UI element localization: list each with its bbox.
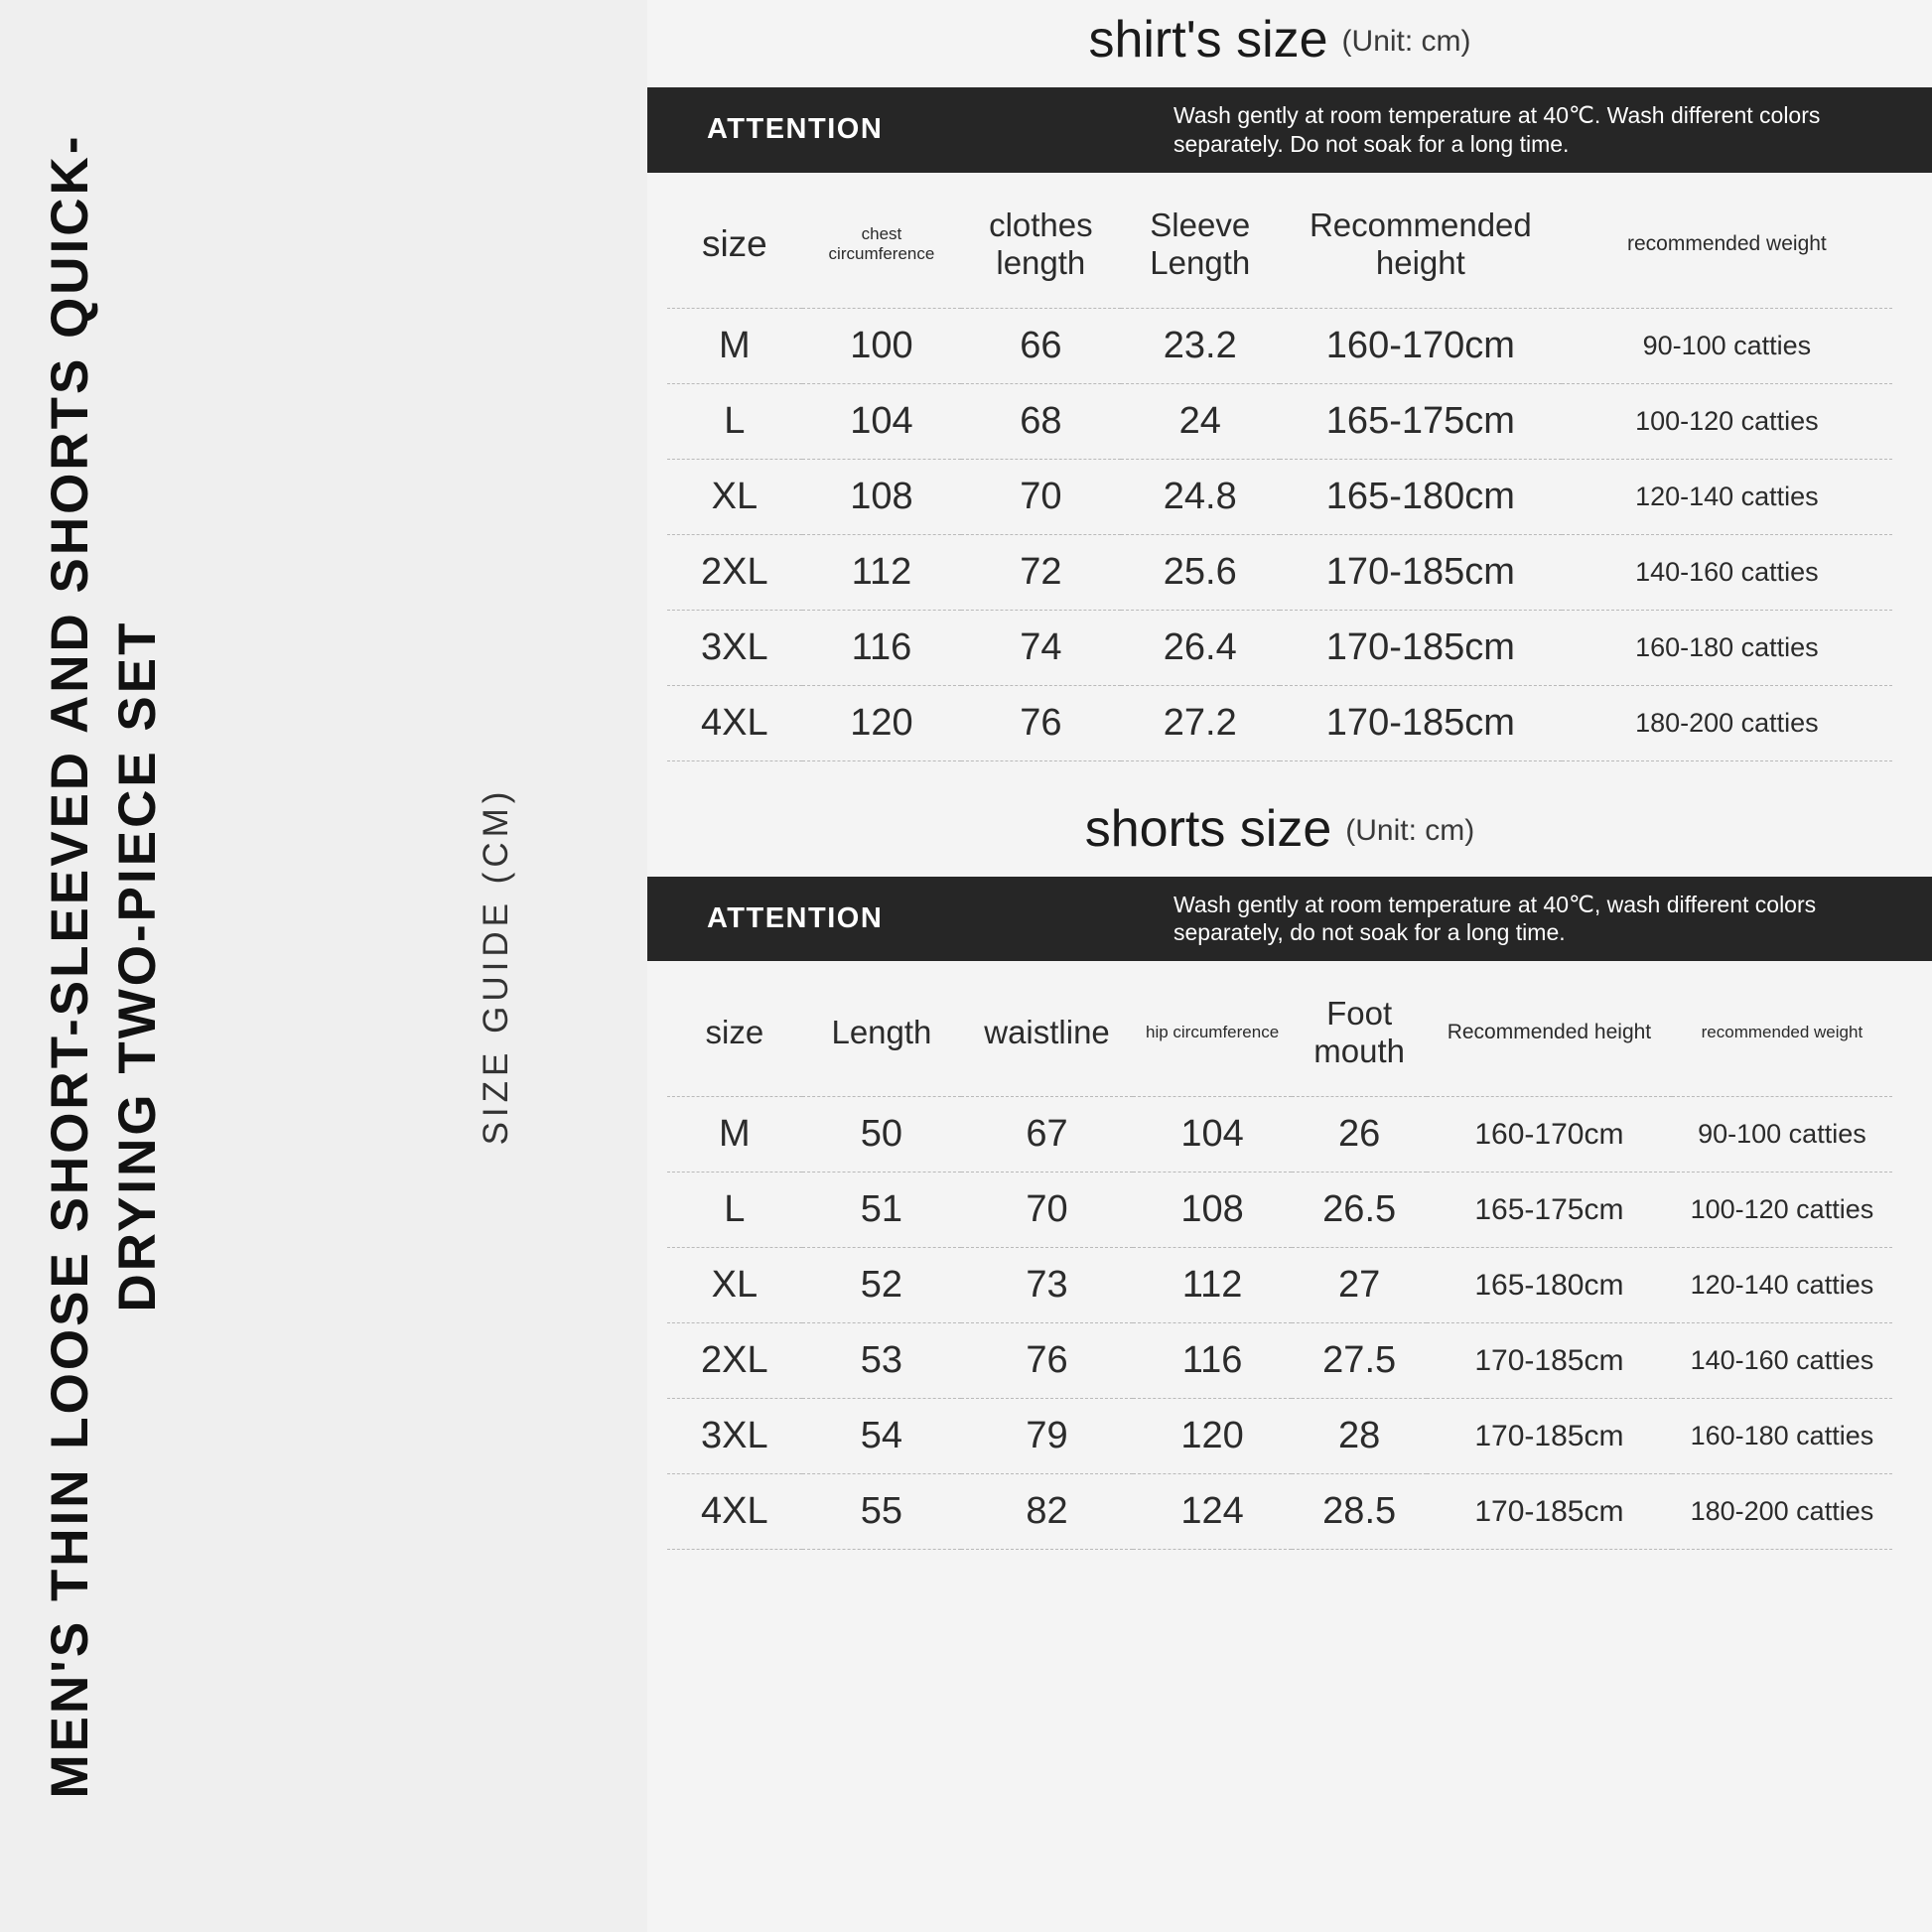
cell-weight: 100-120 catties (1562, 383, 1892, 459)
cell-length: 55 (802, 1474, 961, 1550)
cell-length: 76 (961, 685, 1120, 760)
cell-weight: 90-100 catties (1562, 308, 1892, 383)
col-waistline: waistline (961, 961, 1133, 1097)
table-row (667, 534, 1892, 610)
cell-hip: 120 (1133, 1399, 1292, 1474)
table-row (667, 383, 1892, 459)
cell-waistline: 73 (961, 1248, 1133, 1323)
cell-length: 70 (961, 459, 1120, 534)
cell-length: 52 (802, 1248, 961, 1323)
shirt-size-table (667, 173, 1892, 761)
cell-height: 165-180cm (1427, 1248, 1672, 1323)
col-recommended-height: Recommended height (1280, 173, 1562, 309)
cell-chest: 120 (802, 685, 961, 760)
cell-sleeve: 24.8 (1121, 459, 1280, 534)
size-guide-subtitle: SIZE GUIDE (CM) (477, 786, 515, 1146)
table-row (667, 685, 1892, 760)
table-row (667, 610, 1892, 685)
cell-hip: 104 (1133, 1097, 1292, 1173)
cell-size: L (667, 383, 802, 459)
size-tables-panel (647, 0, 1932, 1932)
cell-size: XL (667, 459, 802, 534)
cell-hip: 116 (1133, 1323, 1292, 1399)
cell-length: 53 (802, 1323, 961, 1399)
shorts-section-header (667, 789, 1892, 877)
table-row (667, 1323, 1892, 1399)
cell-chest: 104 (802, 383, 961, 459)
cell-height: 170-185cm (1280, 534, 1562, 610)
cell-weight: 90-100 catties (1672, 1097, 1892, 1173)
section-spacer (647, 761, 1932, 789)
shirt-table-wrap (647, 173, 1932, 761)
cell-weight: 180-200 catties (1562, 685, 1892, 760)
col-clothes-length: clothes length (961, 173, 1120, 309)
table-row (667, 1173, 1892, 1248)
shorts-attention-text: Wash gently at room temperature at 40℃, wash different colors separately, do not soak for a long time. (1173, 891, 1817, 946)
cell-height: 170-185cm (1427, 1474, 1672, 1550)
cell-hip: 112 (1133, 1248, 1292, 1323)
cell-height: 165-175cm (1427, 1173, 1672, 1248)
col-recommended-height: Recommended height (1427, 961, 1672, 1097)
cell-height: 170-185cm (1427, 1399, 1672, 1474)
cell-hip: 108 (1133, 1173, 1292, 1248)
cell-size: 4XL (667, 1474, 802, 1550)
cell-waistline: 76 (961, 1323, 1133, 1399)
shorts-size-section (647, 789, 1932, 877)
shorts-attention-label: ATTENTION (707, 901, 884, 934)
cell-sleeve: 24 (1121, 383, 1280, 459)
cell-chest: 112 (802, 534, 961, 610)
shirt-section-header (667, 0, 1892, 87)
cell-height: 170-185cm (1280, 685, 1562, 760)
cell-weight: 120-140 catties (1672, 1248, 1892, 1323)
col-sleeve-length: Sleeve Length (1121, 173, 1280, 309)
table-row (667, 308, 1892, 383)
col-chest-circumference: chest circumference (802, 173, 961, 309)
cell-chest: 108 (802, 459, 961, 534)
cell-foot-mouth: 26 (1292, 1097, 1427, 1173)
shirt-section-unit: (Unit: cm) (1341, 25, 1471, 58)
cell-size: M (667, 308, 802, 383)
shorts-attention-bar (647, 877, 1932, 962)
cell-weight: 120-140 catties (1562, 459, 1892, 534)
cell-size: 2XL (667, 1323, 802, 1399)
cell-height: 165-175cm (1280, 383, 1562, 459)
cell-size: 3XL (667, 610, 802, 685)
cell-size: M (667, 1097, 802, 1173)
cell-waistline: 79 (961, 1399, 1133, 1474)
cell-foot-mouth: 28.5 (1292, 1474, 1427, 1550)
col-size: size (667, 173, 802, 309)
cell-waistline: 82 (961, 1474, 1133, 1550)
cell-weight: 180-200 catties (1672, 1474, 1892, 1550)
cell-length: 72 (961, 534, 1120, 610)
table-row (667, 1248, 1892, 1323)
shorts-table-wrap (647, 961, 1932, 1550)
table-row (667, 1399, 1892, 1474)
table-row (667, 459, 1892, 534)
cell-waistline: 67 (961, 1097, 1133, 1173)
cell-length: 66 (961, 308, 1120, 383)
cell-foot-mouth: 27 (1292, 1248, 1427, 1323)
cell-size: 3XL (667, 1399, 802, 1474)
cell-chest: 100 (802, 308, 961, 383)
cell-weight: 160-180 catties (1672, 1399, 1892, 1474)
shirt-attention-text: Wash gently at room temperature at 40℃. Wash different colors separately. Do not soak for a long time. (1173, 102, 1821, 157)
table-row (667, 1474, 1892, 1550)
cell-length: 54 (802, 1399, 961, 1474)
shorts-section-unit: (Unit: cm) (1345, 813, 1475, 847)
cell-hip: 124 (1133, 1474, 1292, 1550)
cell-sleeve: 26.4 (1121, 610, 1280, 685)
cell-height: 160-170cm (1280, 308, 1562, 383)
shirt-attention-label: ATTENTION (707, 113, 884, 146)
product-title: MEN'S THIN LOOSE SHORT-SLEEVED AND SHORTS QUICK-DRYING TWO-PIECE SET (41, 133, 167, 1799)
col-size: size (667, 961, 802, 1097)
col-foot-mouth: Foot mouth (1292, 961, 1427, 1097)
cell-weight: 100-120 catties (1672, 1173, 1892, 1248)
cell-height: 165-180cm (1280, 459, 1562, 534)
cell-weight: 160-180 catties (1562, 610, 1892, 685)
shorts-size-table (667, 961, 1892, 1550)
col-recommended-weight: recommended weight (1672, 961, 1892, 1097)
cell-foot-mouth: 26.5 (1292, 1173, 1427, 1248)
cell-length: 51 (802, 1173, 961, 1248)
cell-weight: 140-160 catties (1672, 1323, 1892, 1399)
cell-length: 74 (961, 610, 1120, 685)
table-header-row (667, 173, 1892, 309)
cell-length: 68 (961, 383, 1120, 459)
shirt-section-title: shirt's size (1088, 11, 1328, 69)
col-recommended-weight: recommended weight (1562, 173, 1892, 309)
cell-height: 170-185cm (1427, 1323, 1672, 1399)
cell-height: 170-185cm (1280, 610, 1562, 685)
cell-size: L (667, 1173, 802, 1248)
left-title-panel (0, 0, 647, 1932)
shorts-section-title: shorts size (1084, 799, 1332, 858)
cell-foot-mouth: 28 (1292, 1399, 1427, 1474)
shirt-attention-bar (647, 87, 1932, 173)
table-header-row (667, 961, 1892, 1097)
cell-sleeve: 27.2 (1121, 685, 1280, 760)
cell-foot-mouth: 27.5 (1292, 1323, 1427, 1399)
col-hip-circumference: hip circumference (1133, 961, 1292, 1097)
cell-height: 160-170cm (1427, 1097, 1672, 1173)
cell-size: XL (667, 1248, 802, 1323)
cell-sleeve: 23.2 (1121, 308, 1280, 383)
cell-weight: 140-160 catties (1562, 534, 1892, 610)
col-length: Length (802, 961, 961, 1097)
table-row (667, 1097, 1892, 1173)
cell-size: 2XL (667, 534, 802, 610)
cell-chest: 116 (802, 610, 961, 685)
cell-length: 50 (802, 1097, 961, 1173)
shirt-size-section (647, 0, 1932, 87)
cell-size: 4XL (667, 685, 802, 760)
cell-sleeve: 25.6 (1121, 534, 1280, 610)
cell-waistline: 70 (961, 1173, 1133, 1248)
